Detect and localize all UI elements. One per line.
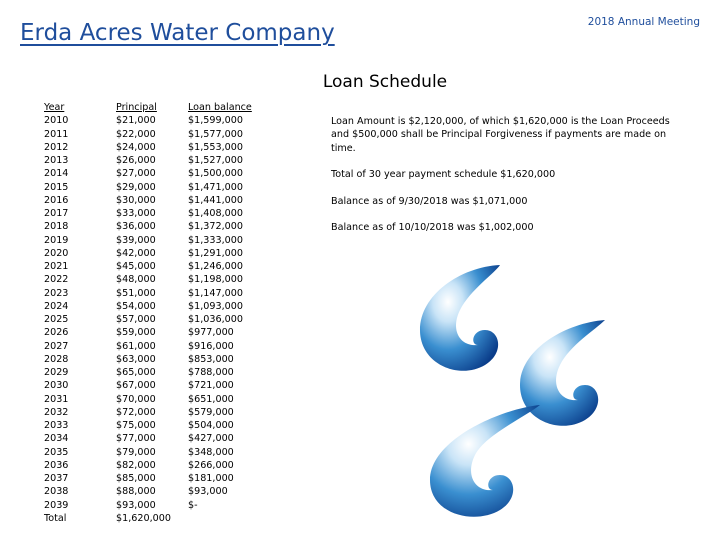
year-cell: 2034 xyxy=(44,433,69,445)
year-cell: 2028 xyxy=(44,353,69,365)
year-cell: 2026 xyxy=(44,327,69,339)
year-cell: 2030 xyxy=(44,380,69,392)
year-cell: 2013 xyxy=(44,155,69,166)
principal-cell: $77,000 xyxy=(116,433,156,445)
water-drops-icon xyxy=(400,255,630,525)
year-cell: 2023 xyxy=(44,287,69,299)
balance-cell: $1,471,000 xyxy=(188,181,243,193)
principal-cell: $88,000 xyxy=(116,486,156,498)
balance-cell: $1,527,000 xyxy=(188,155,243,166)
principal-column xyxy=(116,101,171,525)
year-cell: 2025 xyxy=(44,314,69,325)
year-cell: 2027 xyxy=(44,340,69,352)
principal-cell: $39,000 xyxy=(116,234,156,246)
balance-cell: $504,000 xyxy=(188,420,234,431)
principal-cell: $63,000 xyxy=(116,353,156,365)
balance-cell: $1,408,000 xyxy=(188,208,243,219)
year-column xyxy=(44,101,68,525)
principal-cell: $72,000 xyxy=(116,406,156,418)
year-cell: 2029 xyxy=(44,367,69,378)
meeting-label: 2018 Annual Meeting xyxy=(587,16,700,28)
principal-cell: $82,000 xyxy=(116,459,156,471)
balance-cell: $977,000 xyxy=(188,327,234,339)
year-cell: 2012 xyxy=(44,141,69,153)
year-cell: 2033 xyxy=(44,420,69,431)
balance-cell: $788,000 xyxy=(188,367,234,378)
balance-cell: $1,093,000 xyxy=(188,300,243,312)
total-balance-cell xyxy=(188,512,252,525)
principal-cell: $93,000 xyxy=(116,499,156,511)
principal-cell: $54,000 xyxy=(116,300,156,312)
water-drop-icon xyxy=(430,405,540,517)
year-cell: 2011 xyxy=(44,128,69,140)
year-cell: 2022 xyxy=(44,274,69,286)
principal-header: Principal xyxy=(116,102,157,113)
principal-cell: $33,000 xyxy=(116,208,156,219)
principal-cell: $61,000 xyxy=(116,340,156,352)
principal-cell: $36,000 xyxy=(116,221,156,233)
balance-cell: $853,000 xyxy=(188,353,234,365)
balance-cell: $1,599,000 xyxy=(188,115,243,127)
balance-cell: $721,000 xyxy=(188,380,234,392)
principal-cell: $29,000 xyxy=(116,181,156,193)
year-cell: 2021 xyxy=(44,261,69,272)
year-cell: 2019 xyxy=(44,234,69,246)
balance-cell: $1,372,000 xyxy=(188,221,243,233)
note-loan-amount: Loan Amount is $2,120,000, of which $1,620,000 is the Loan Proceeds and $500,000 shall be Principal Forgiveness if payments are made on time. xyxy=(331,116,670,154)
year-cell: 2037 xyxy=(44,473,69,484)
principal-cell: $21,000 xyxy=(116,115,156,127)
principal-cell: $65,000 xyxy=(116,367,156,378)
balance-cell: $1,441,000 xyxy=(188,194,243,206)
balance-cell: $1,553,000 xyxy=(188,141,243,153)
balance-cell: $579,000 xyxy=(188,406,234,418)
balance-cell: $93,000 xyxy=(188,486,228,498)
balance-cell: $1,198,000 xyxy=(188,274,243,286)
balance-cell: $181,000 xyxy=(188,473,234,484)
balance-cell: $- xyxy=(188,499,198,511)
balance-cell: $1,147,000 xyxy=(188,287,243,299)
principal-cell: $30,000 xyxy=(116,194,156,206)
year-cell: 2039 xyxy=(44,499,69,511)
total-principal-cell: $1,620,000 xyxy=(116,512,171,524)
principal-cell: $24,000 xyxy=(116,141,156,153)
year-cell: 2032 xyxy=(44,406,69,418)
principal-cell: $75,000 xyxy=(116,420,156,431)
principal-cell: $45,000 xyxy=(116,261,156,272)
note-balance-oct: Balance as of 10/10/2018 was $1,002,000 xyxy=(331,222,534,233)
year-cell: 2024 xyxy=(44,300,69,312)
balance-cell: $1,291,000 xyxy=(188,247,243,259)
year-header: Year xyxy=(44,102,65,113)
balance-column xyxy=(188,101,252,525)
principal-cell: $85,000 xyxy=(116,473,156,484)
balance-cell: $1,036,000 xyxy=(188,314,243,325)
principal-cell: $26,000 xyxy=(116,155,156,166)
principal-cell: $59,000 xyxy=(116,327,156,339)
year-cell: 2035 xyxy=(44,446,69,458)
year-cell: 2015 xyxy=(44,181,69,193)
note-balance-sept: Balance as of 9/30/2018 was $1,071,000 xyxy=(331,195,528,207)
balance-header: Loan balance xyxy=(188,102,252,113)
year-cell: 2010 xyxy=(44,115,69,127)
balance-cell: $1,333,000 xyxy=(188,234,243,246)
year-cell: 2031 xyxy=(44,393,69,405)
principal-cell: $51,000 xyxy=(116,287,156,299)
year-cell: 2020 xyxy=(44,247,69,259)
balance-cell: $651,000 xyxy=(188,393,234,405)
balance-cell: $348,000 xyxy=(188,446,234,458)
year-cell: 2014 xyxy=(44,168,69,180)
water-drop-icon xyxy=(420,265,500,371)
principal-cell: $22,000 xyxy=(116,128,156,140)
principal-cell: $67,000 xyxy=(116,380,156,392)
year-cell: 2038 xyxy=(44,486,69,498)
year-cell: 2017 xyxy=(44,208,69,219)
balance-cell: $1,246,000 xyxy=(188,261,243,272)
principal-cell: $57,000 xyxy=(116,314,156,325)
year-cell: 2016 xyxy=(44,194,69,206)
balance-cell: $1,577,000 xyxy=(188,128,243,140)
balance-cell: $266,000 xyxy=(188,459,234,471)
company-title: Erda Acres Water Company xyxy=(20,20,335,46)
principal-cell: $27,000 xyxy=(116,168,156,180)
loan-notes xyxy=(331,115,676,248)
year-cell: 2018 xyxy=(44,221,69,233)
total-year-cell: Total xyxy=(44,512,67,524)
balance-cell: $1,500,000 xyxy=(188,168,243,180)
principal-cell: $79,000 xyxy=(116,446,156,458)
balance-cell: $916,000 xyxy=(188,340,234,352)
year-cell: 2036 xyxy=(44,459,69,471)
principal-cell: $42,000 xyxy=(116,247,156,259)
principal-cell: $70,000 xyxy=(116,393,156,405)
note-total: Total of 30 year payment schedule $1,620,000 xyxy=(331,169,556,180)
principal-cell: $48,000 xyxy=(116,274,156,286)
balance-cell: $427,000 xyxy=(188,433,234,445)
schedule-title: Loan Schedule xyxy=(322,72,448,92)
